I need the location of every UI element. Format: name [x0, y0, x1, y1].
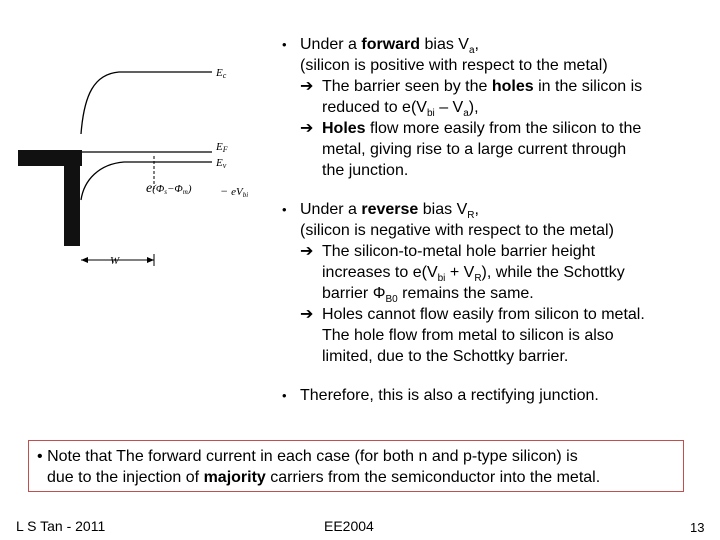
reverse-arrow-2: ➔ Holes cannot flow easily from silicon to metal. The hole flow from metal to silicon is also limited, due to the Schottky barrier.	[300, 306, 645, 365]
page-number: 13	[690, 520, 705, 535]
metal-interface-bar	[64, 150, 80, 246]
footer-course: EE2004	[324, 518, 374, 534]
conduction-band-curve	[81, 72, 212, 134]
evbi-label: − eVbi	[220, 184, 249, 199]
reverse-line2: (silicon is negative with respect to the metal)	[300, 222, 614, 239]
bullet-dot: •	[282, 388, 287, 403]
ec-label: Ec	[216, 67, 227, 80]
note-line2: due to the injection of majority carriers from the semiconductor into the metal.	[47, 469, 601, 486]
forward-arrow-2: ➔ Holes flow more easily from the silicon to the metal, giving rise to a large current through the junction.	[300, 120, 642, 179]
arrow-icon: ➔	[300, 78, 314, 95]
note-line1: • Note that The forward current in each case (for both n and p-type silicon) is	[37, 448, 578, 465]
forward-arrow-1: ➔ The barrier seen by the holes in the silicon is reduced to $e(V_{bi} - V_a)$,	[300, 78, 643, 120]
arrow-icon: ➔	[300, 243, 314, 260]
footer-author: L S Tan - 2011	[16, 518, 106, 534]
w-label: W	[110, 255, 120, 267]
bullet-dot: •	[282, 37, 287, 52]
w-arrow-left-head	[81, 257, 88, 263]
explanation-text	[282, 34, 712, 406]
arrow-icon: ➔	[300, 120, 314, 137]
therefore-bullet: • Therefore, this is also a rectifying junction.	[282, 387, 599, 404]
reverse-line1: Under a reverse bias $V_R$,	[300, 201, 479, 222]
barrier-difference-label: e(Φs−Φm)	[146, 181, 192, 196]
ef-label: EF	[216, 141, 228, 154]
reverse-bias-bullet	[282, 199, 712, 367]
ev-label: Ev	[216, 157, 227, 170]
band-diagram	[14, 40, 276, 276]
reverse-arrow-1: ➔ The silicon-to-metal hole barrier height increases to $e(V_{bi} + V_R)$, while the Schottky barrier $\Phi_{B0}$ remains the same.	[300, 243, 625, 306]
arrow-icon: ➔	[300, 306, 314, 323]
note-box	[28, 440, 684, 492]
forward-bias-bullet	[282, 34, 712, 181]
w-arrow-right-head	[147, 257, 154, 263]
bullet-dot: •	[282, 202, 287, 217]
forward-line2: (silicon is positive with respect to the metal)	[300, 57, 608, 74]
forward-line1: Under a forward bias $V_a$,	[300, 36, 479, 57]
